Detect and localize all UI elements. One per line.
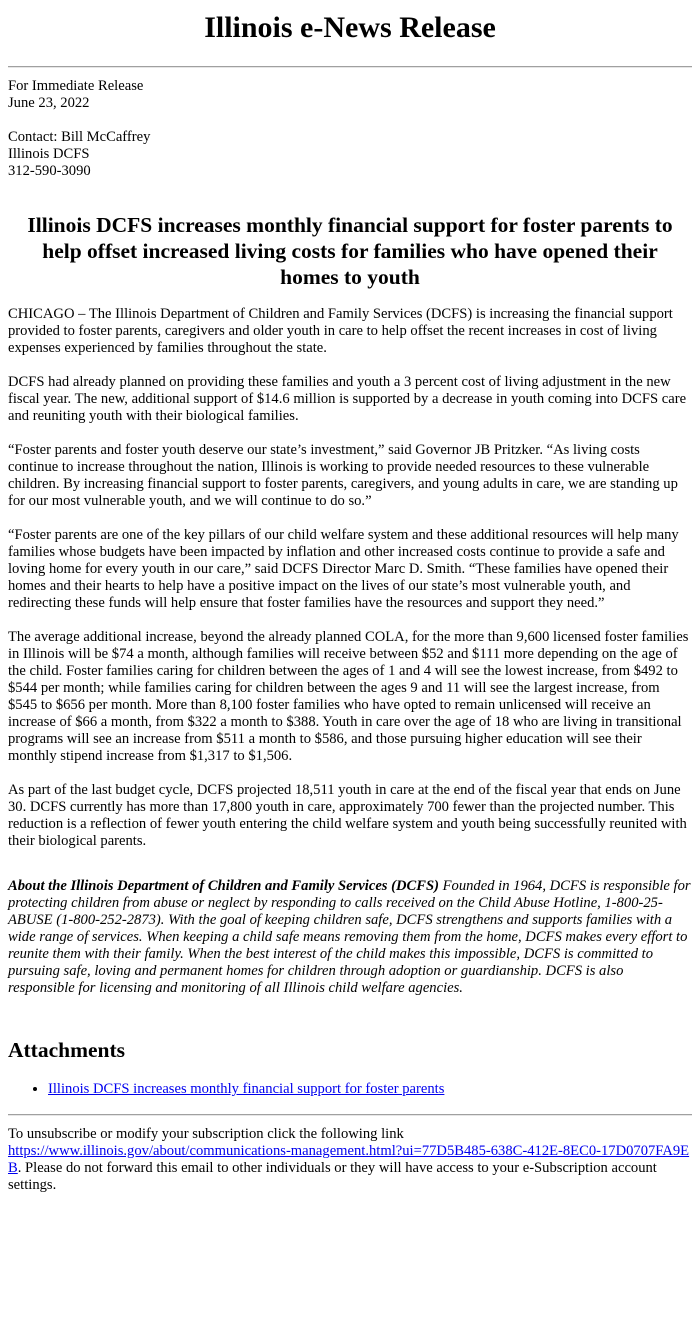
paragraph-2: DCFS had already planned on providing these families and youth a 3 percent cost of living adjustment in the new fiscal year. The new, additional support of $14.6 million is supported by a decrease in youth coming into DCFS care and reuniting youth with their biological families.	[8, 374, 687, 424]
footer-divider	[8, 1114, 692, 1116]
paragraph-6: As part of the last budget cycle, DCFS projected 18,511 youth in care at the end of the fiscal year that ends on June 30. DCFS currently has more than 17,800 youth in care, approximately 700 fewer than the projected number. This reduction is a reflection of fewer youth entering the child welfare system and youth being successfully reunited with their biological parents.	[8, 782, 687, 849]
about-title: About the Illinois Department of Children and Family Services (DCFS)	[8, 878, 439, 894]
press-headline: Illinois DCFS increases monthly financial support for foster parents to help offset increased living costs for families who have opened their homes to youth	[27, 213, 673, 289]
attachment-link[interactable]: Illinois DCFS increases monthly financial support for foster parents	[48, 1081, 445, 1097]
paragraph-1: CHICAGO – The Illinois Department of Children and Family Services (DCFS) is increasing the financial support provided to foster parents, caregivers and older youth in care to help offset the recent increases in cost of living expenses experienced by families throughout the state.	[8, 306, 673, 356]
contact-info	[8, 129, 692, 180]
header-divider	[8, 66, 692, 68]
contact-phone: 312-590-3090	[8, 163, 91, 179]
attachments-heading: Attachments	[8, 1038, 126, 1062]
release-date: June 23, 2022	[8, 95, 90, 111]
attachments-list	[8, 1081, 692, 1098]
paragraph-4: “Foster parents are one of the key pillars of our child welfare system and these additional resources will help many families whose budgets have been impacted by inflation and other increased costs continue to provide a safe and loving home for every youth in our care,” said DCFS Director Marc D. Smith. “These families have opened their homes and their hearts to help have a positive impact on the lives of our state’s most vulnerable youth, and redirecting these funds will help ensure that foster families have the resources and support they need.”	[8, 527, 679, 611]
paragraph-5: The average additional increase, beyond the already planned COLA, for the more than 9,600 licensed foster families in Illinois will be $74 a month, although families will receive between $52 and $111 more depending on the age of the child. Foster families caring for children between the ages of 1 and 4 will see the lowest increase, from $492 to $544 per month; while families caring for children between the ages 9 and 11 will see the largest increase, from $545 to $656 per month. More than 8,100 foster families who have opted to remain unlicensed will receive an increase of $66 a month, from $322 a month to $388. Youth in care over the age of 18 who are living in transitional programs will see an increase from $511 a month to $586, and those pursuing higher education will see their monthly stipend increase from $1,317 to $1,506.	[8, 629, 689, 764]
release-label: For Immediate Release	[8, 78, 144, 94]
contact-name: Contact: Bill McCaffrey	[8, 129, 151, 145]
unsubscribe-link[interactable]: https://www.illinois.gov/about/communications-management.html?ui=77D5B485-638C-412E-8EC0-17D0707FA9EB	[8, 1143, 690, 1176]
footer-intro: To unsubscribe or modify your subscription click the following link	[8, 1126, 404, 1142]
footer-text	[8, 1126, 692, 1194]
release-info	[8, 78, 692, 112]
about-dcfs	[8, 878, 692, 997]
page-title: Illinois e-News Release	[204, 11, 496, 44]
paragraph-3: “Foster parents and foster youth deserve our state’s investment,” said Governor JB Pritzker. “As living costs continue to increase throughout the nation, Illinois is working to provide needed resources to these vulnerable children. By increasing financial support to foster parents, caregivers, and young adults in care, we are standing up for our most vulnerable youth, and we will continue to do so.”	[8, 442, 678, 509]
footer-outro: . Please do not forward this email to other individuals or they will have access to your e-Subscription account settings.	[8, 1160, 657, 1193]
about-body: Founded in 1964, DCFS is responsible for protecting children from abuse or neglect by responding to calls received on the Child Abuse Hotline, 1-800-25-ABUSE (1-800-252-2873). With the goal of keeping children safe, DCFS strengthens and supports families with a wide range of services. When keeping a child safe means removing them from the home, DCFS makes every effort to reunite them with their family. When the best interest of the child makes this impossible, DCFS is committed to pursuing safe, loving and permanent homes for children through adoption or guardianship. DCFS is also responsible for licensing and monitoring of all Illinois child welfare agencies.	[8, 878, 691, 996]
list-item	[48, 1081, 692, 1098]
contact-org: Illinois DCFS	[8, 146, 90, 162]
